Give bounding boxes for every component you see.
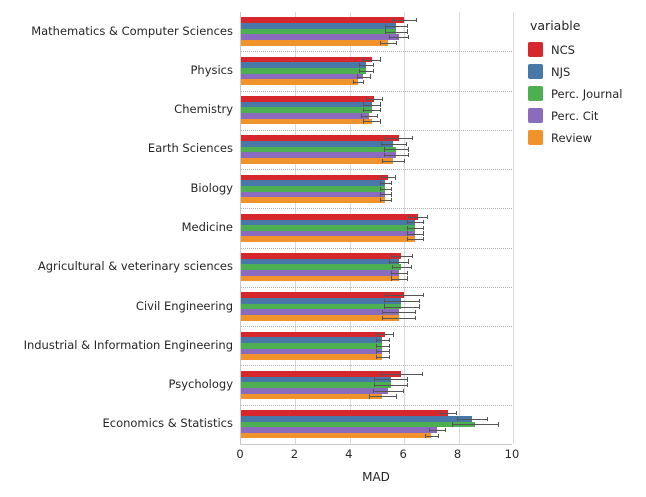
error-bar-cap bbox=[407, 226, 408, 230]
error-bar bbox=[373, 391, 403, 392]
legend-swatch bbox=[528, 86, 543, 101]
error-bar-cap bbox=[407, 29, 408, 33]
error-bar-cap bbox=[408, 153, 409, 157]
error-bar-cap bbox=[392, 18, 393, 22]
error-bar-cap bbox=[396, 394, 397, 398]
error-bar bbox=[363, 105, 379, 106]
bar-group-item bbox=[241, 394, 512, 400]
error-bar-cap bbox=[384, 304, 385, 308]
error-bar-cap bbox=[376, 338, 377, 342]
error-bar-cap bbox=[419, 304, 420, 308]
error-bar-cap bbox=[389, 349, 390, 353]
error-bar bbox=[384, 155, 408, 156]
legend-swatch bbox=[528, 130, 543, 145]
error-bar-cap bbox=[406, 142, 407, 146]
error-bar-cap bbox=[381, 372, 382, 376]
error-bar-cap bbox=[382, 97, 383, 101]
error-bar-cap bbox=[366, 97, 367, 101]
error-bar bbox=[407, 234, 423, 235]
error-bar-cap bbox=[380, 57, 381, 61]
error-bar-cap bbox=[359, 63, 360, 67]
bar-group-item bbox=[241, 276, 512, 282]
error-bar-cap bbox=[369, 394, 370, 398]
group-separator bbox=[241, 51, 512, 52]
error-bar-cap bbox=[389, 35, 390, 39]
error-bar-cap bbox=[376, 355, 377, 359]
y-axis-tick-label: Medicine bbox=[181, 220, 233, 234]
error-bar bbox=[389, 262, 408, 263]
error-bar-cap bbox=[382, 316, 383, 320]
error-bar-cap bbox=[404, 159, 405, 163]
bar-group-item bbox=[241, 79, 512, 85]
error-bar-cap bbox=[408, 215, 409, 219]
error-bar bbox=[391, 273, 407, 274]
y-axis-tick-label: Agricultural & veterinary sciences bbox=[37, 259, 233, 274]
error-bar bbox=[407, 239, 423, 240]
bar-group-item bbox=[241, 197, 512, 203]
error-bar-cap bbox=[380, 187, 381, 191]
error-bar-cap bbox=[411, 265, 412, 269]
error-bar bbox=[385, 138, 412, 139]
error-bar bbox=[361, 116, 377, 117]
error-bar bbox=[357, 77, 371, 78]
legend-swatch bbox=[528, 42, 543, 57]
group-separator bbox=[241, 130, 512, 131]
error-bar bbox=[408, 217, 427, 218]
legend-swatch bbox=[528, 64, 543, 79]
error-bar-cap bbox=[487, 417, 488, 421]
y-axis-tick-label: Biology bbox=[190, 180, 233, 195]
bar-group-item bbox=[241, 119, 512, 125]
error-bar-cap bbox=[440, 411, 441, 415]
error-bar-cap bbox=[382, 310, 383, 314]
y-axis-tick-label: Earth Sciences bbox=[147, 141, 233, 156]
error-bar-cap bbox=[385, 24, 386, 28]
legend-item[interactable] bbox=[528, 130, 640, 145]
error-bar-cap bbox=[393, 332, 394, 336]
legend-item[interactable] bbox=[528, 42, 640, 57]
x-axis-tick-label: 0 bbox=[236, 447, 244, 461]
x-axis-tick-label: 8 bbox=[453, 447, 462, 461]
y-axis-tick-label: Civil Engineering bbox=[135, 298, 233, 313]
error-bar bbox=[353, 82, 364, 83]
error-bar-cap bbox=[452, 422, 453, 426]
error-bar bbox=[382, 318, 415, 319]
error-bar-cap bbox=[456, 411, 457, 415]
error-bar-cap bbox=[423, 220, 424, 224]
error-bar bbox=[384, 301, 419, 302]
error-bar bbox=[381, 177, 395, 178]
y-axis-tick-label: Physics bbox=[190, 62, 233, 77]
error-bar-cap bbox=[395, 175, 396, 179]
x-axis-tick-label: 4 bbox=[345, 447, 353, 461]
error-bar bbox=[389, 37, 408, 38]
error-bar-cap bbox=[391, 192, 392, 196]
error-bar-cap bbox=[373, 69, 374, 73]
group-separator bbox=[241, 248, 512, 249]
error-bar bbox=[385, 32, 407, 33]
error-bar-cap bbox=[407, 383, 408, 387]
group-separator bbox=[241, 169, 512, 170]
error-bar-cap bbox=[370, 74, 371, 78]
error-bar bbox=[407, 228, 423, 229]
error-bar-cap bbox=[363, 119, 364, 123]
error-bar bbox=[376, 351, 390, 352]
error-bar bbox=[376, 346, 390, 347]
error-bar-cap bbox=[380, 41, 381, 45]
error-bar bbox=[374, 385, 407, 386]
bar bbox=[241, 354, 382, 360]
error-bar bbox=[374, 379, 407, 380]
error-bar-cap bbox=[416, 18, 417, 22]
error-bar bbox=[382, 312, 415, 313]
error-bar-cap bbox=[422, 372, 423, 376]
group-separator bbox=[241, 365, 512, 366]
error-bar-cap bbox=[391, 254, 392, 258]
error-bar-cap bbox=[498, 422, 499, 426]
error-bar-cap bbox=[425, 434, 426, 438]
error-bar bbox=[380, 43, 396, 44]
error-bar-cap bbox=[380, 198, 381, 202]
group-separator bbox=[241, 326, 512, 327]
error-bar bbox=[407, 222, 423, 223]
error-bar-cap bbox=[429, 428, 430, 432]
legend-label: Perc. Cit bbox=[551, 108, 599, 123]
error-bar-cap bbox=[353, 80, 354, 84]
error-bar-cap bbox=[389, 338, 390, 342]
error-bar-cap bbox=[438, 434, 439, 438]
error-bar-cap bbox=[385, 293, 386, 297]
error-bar bbox=[384, 307, 419, 308]
error-bar-cap bbox=[391, 276, 392, 280]
error-bar-cap bbox=[380, 119, 381, 123]
error-bar-cap bbox=[382, 159, 383, 163]
error-bar-cap bbox=[415, 316, 416, 320]
legend-item[interactable] bbox=[528, 86, 640, 101]
error-bar-cap bbox=[391, 187, 392, 191]
legend-label: Perc. Journal bbox=[551, 86, 623, 101]
error-bar-cap bbox=[361, 114, 362, 118]
error-bar bbox=[381, 374, 422, 375]
error-bar-cap bbox=[407, 220, 408, 224]
x-axis-tick-label: 10 bbox=[504, 447, 520, 461]
legend-item[interactable] bbox=[528, 108, 640, 123]
error-bar-cap bbox=[423, 237, 424, 241]
error-bar-cap bbox=[392, 265, 393, 269]
error-bar-cap bbox=[423, 293, 424, 297]
bar bbox=[241, 276, 399, 282]
error-bar-cap bbox=[376, 344, 377, 348]
error-bar-cap bbox=[407, 271, 408, 275]
error-bar bbox=[440, 413, 456, 414]
error-bar-cap bbox=[391, 271, 392, 275]
error-bar bbox=[384, 149, 408, 150]
error-bar bbox=[392, 267, 411, 268]
error-bar bbox=[457, 419, 487, 420]
error-bar bbox=[359, 65, 373, 66]
error-bar-cap bbox=[384, 147, 385, 151]
bar-group-item bbox=[241, 236, 512, 242]
error-bar-cap bbox=[427, 215, 428, 219]
bar-group-item bbox=[241, 433, 512, 439]
error-bar-cap bbox=[374, 383, 375, 387]
legend bbox=[528, 18, 640, 152]
error-bar-cap bbox=[381, 142, 382, 146]
error-bar-cap bbox=[415, 310, 416, 314]
error-bar-cap bbox=[407, 237, 408, 241]
x-axis-tick-label: 2 bbox=[290, 447, 299, 461]
x-axis-line bbox=[240, 444, 512, 445]
error-bar-cap bbox=[407, 377, 408, 381]
error-bar-cap bbox=[391, 181, 392, 185]
error-bar-cap bbox=[407, 231, 408, 235]
error-bar-cap bbox=[412, 136, 413, 140]
legend-label: NJS bbox=[551, 64, 571, 79]
legend-swatch bbox=[528, 108, 543, 123]
error-bar-cap bbox=[374, 377, 375, 381]
error-bar-cap bbox=[408, 147, 409, 151]
error-bar-cap bbox=[384, 153, 385, 157]
error-bar bbox=[380, 189, 391, 190]
error-bar-cap bbox=[389, 344, 390, 348]
bar bbox=[241, 315, 399, 321]
legend-label: NCS bbox=[551, 42, 575, 57]
error-bar bbox=[377, 334, 393, 335]
error-bar-cap bbox=[377, 332, 378, 336]
y-axis-labels bbox=[0, 12, 233, 444]
error-bar-cap bbox=[385, 136, 386, 140]
bar bbox=[241, 236, 415, 242]
error-bar-cap bbox=[363, 57, 364, 61]
error-bar-cap bbox=[373, 389, 374, 393]
error-bar-cap bbox=[389, 355, 390, 359]
error-bar bbox=[385, 26, 407, 27]
error-bar-cap bbox=[363, 102, 364, 106]
error-bar bbox=[380, 183, 391, 184]
y-axis-tick-label: Industrial & Information Engineering bbox=[23, 337, 233, 352]
error-bar bbox=[382, 161, 404, 162]
bar-group-item bbox=[241, 354, 512, 360]
error-bar-cap bbox=[357, 74, 358, 78]
legend-label: Review bbox=[551, 130, 593, 145]
error-bar bbox=[363, 110, 379, 111]
plot-area bbox=[240, 12, 512, 444]
error-bar-cap bbox=[377, 114, 378, 118]
error-bar-cap bbox=[380, 102, 381, 106]
bar bbox=[241, 394, 382, 400]
y-axis-tick-label: Mathematics & Computer Sciences bbox=[31, 23, 233, 38]
group-separator bbox=[241, 405, 512, 406]
error-bar-cap bbox=[380, 181, 381, 185]
error-bar bbox=[429, 430, 445, 431]
y-axis-tick-label: Chemistry bbox=[174, 102, 233, 117]
error-bar-cap bbox=[363, 108, 364, 112]
error-bar-cap bbox=[385, 29, 386, 33]
error-bar-cap bbox=[412, 254, 413, 258]
group-separator bbox=[241, 287, 512, 288]
error-bar-cap bbox=[408, 35, 409, 39]
error-bar-cap bbox=[423, 226, 424, 230]
bar bbox=[241, 119, 372, 125]
error-bar-cap bbox=[384, 299, 385, 303]
bar-group-item bbox=[241, 158, 512, 164]
x-axis-title: MAD bbox=[362, 470, 390, 484]
group-separator bbox=[241, 208, 512, 209]
error-bar-cap bbox=[391, 198, 392, 202]
bar bbox=[241, 79, 358, 85]
error-bar bbox=[381, 144, 405, 145]
legend-items bbox=[528, 42, 640, 145]
error-bar-cap bbox=[403, 389, 404, 393]
error-bar-cap bbox=[396, 41, 397, 45]
error-bar bbox=[380, 194, 391, 195]
y-axis-tick-label: Economics & Statistics bbox=[102, 416, 233, 431]
error-bar-cap bbox=[381, 175, 382, 179]
error-bar-cap bbox=[419, 299, 420, 303]
error-bar bbox=[380, 200, 391, 201]
gridline bbox=[513, 12, 514, 444]
error-bar-cap bbox=[408, 259, 409, 263]
y-axis-tick-label: Psychology bbox=[168, 377, 233, 392]
error-bar-cap bbox=[373, 63, 374, 67]
error-bar bbox=[425, 436, 439, 437]
error-bar bbox=[366, 99, 382, 100]
bar bbox=[241, 433, 431, 439]
group-separator bbox=[241, 91, 512, 92]
legend-title: variable bbox=[530, 18, 581, 33]
error-bar bbox=[391, 279, 407, 280]
x-axis-tick-label: 6 bbox=[399, 447, 407, 461]
bar bbox=[241, 40, 388, 46]
error-bar bbox=[391, 256, 413, 257]
error-bar-cap bbox=[407, 276, 408, 280]
error-bar-cap bbox=[380, 192, 381, 196]
error-bar-cap bbox=[445, 428, 446, 432]
error-bar-cap bbox=[389, 259, 390, 263]
bar-group-item bbox=[241, 315, 512, 321]
bar bbox=[241, 158, 393, 164]
error-bar-cap bbox=[376, 349, 377, 353]
error-bar-cap bbox=[457, 417, 458, 421]
error-bar-cap bbox=[359, 69, 360, 73]
error-bar bbox=[359, 71, 373, 72]
error-bar bbox=[363, 121, 379, 122]
error-bar-cap bbox=[380, 108, 381, 112]
error-bar-cap bbox=[423, 231, 424, 235]
error-bar bbox=[452, 424, 498, 425]
bar-group-item bbox=[241, 40, 512, 46]
error-bar bbox=[369, 396, 396, 397]
error-bar bbox=[376, 340, 390, 341]
bar bbox=[241, 197, 385, 203]
error-bar bbox=[376, 357, 390, 358]
error-bar bbox=[363, 60, 379, 61]
error-bar-cap bbox=[363, 80, 364, 84]
error-bar bbox=[385, 295, 423, 296]
error-bar-cap bbox=[407, 24, 408, 28]
legend-item[interactable] bbox=[528, 64, 640, 79]
error-bar bbox=[392, 20, 416, 21]
